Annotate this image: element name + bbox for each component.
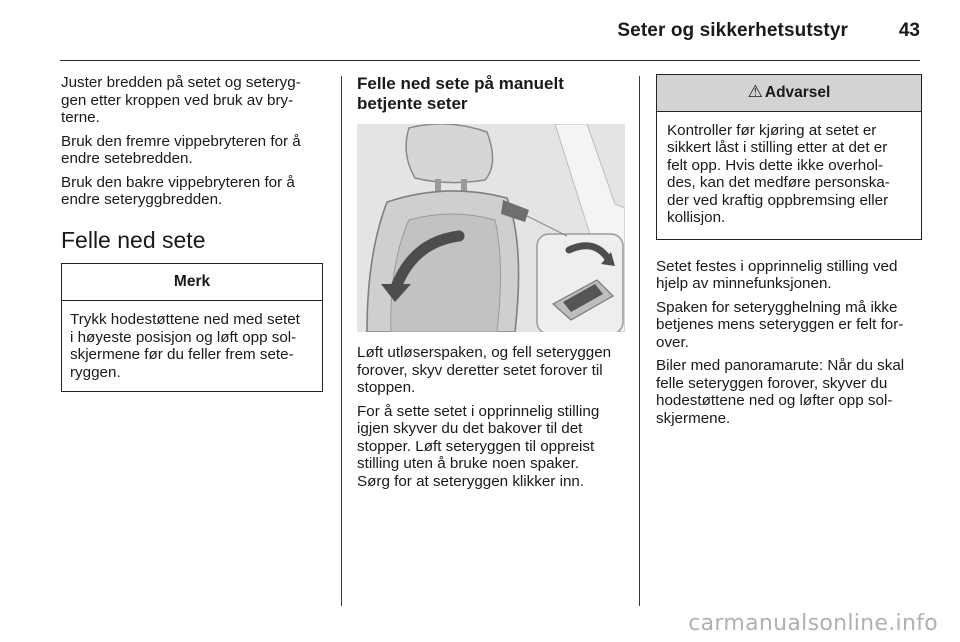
paragraph-recline-lever: Spaken for seterygghelning må ikke betjenes mens seteryggen er felt for- over. [656, 298, 904, 351]
column-middle [357, 74, 625, 496]
note-box [61, 263, 323, 393]
paragraph-adjust-width: Juster bredden på setet og seteryg- gen etter kroppen ved bruk av bry- terne. [61, 74, 301, 126]
page-number: 43 [898, 20, 920, 41]
seat-fold-drawing [357, 124, 625, 332]
section-heading-fold-seat: Felle ned sete [61, 226, 206, 253]
seat-illustration [357, 124, 625, 332]
subheading-manual-seats: Felle ned sete på manuelt betjente seter [357, 74, 564, 113]
column-right [656, 74, 922, 433]
paragraph-release-lever: Løft utløserspaken, og fell seteryggen forover, skyv deretter setet forover til stoppen. [357, 344, 612, 396]
column-divider-right [639, 76, 640, 606]
paragraph-rear-switch: Bruk den bakre vippebryteren for å endre seteryggbredden. [61, 173, 295, 208]
note-title: Merk [62, 264, 322, 302]
warning-box [656, 74, 922, 240]
warning-header [657, 75, 921, 112]
paragraph-memory-function: Setet festes i opprinnelig stilling ved hjelp av minnefunksjonen. [656, 257, 898, 292]
section-title: Seter og sikkerhetsutstyr [617, 20, 848, 41]
watermark: carmanualsonline.info [688, 611, 938, 636]
page-header [60, 0, 920, 61]
paragraph-return-seat: For å sette setet i opprinnelig stilling igjen skyver du det bakover til det stopper. Løft seteryggen til oppreist stilling uten å bruke noen spaker. Sørg for at seteryggen klikker inn. [357, 402, 600, 490]
warning-body: Kontroller før kjøring at setet er sikkert låst i stilling etter at det er felt opp. Hvis dette ikke overhol- des, kan det medføre personska- der ved kraftig oppbremsing eller kollisjon. [667, 121, 890, 226]
note-body: Trykk hodestøttene ned med setet i høyeste posisjon og løft opp sol- skjermene før du feller frem sete- ryggen. [70, 311, 300, 381]
warning-title: Advarsel [764, 84, 831, 101]
paragraph-front-switch: Bruk den fremre vippebryteren for å endre setebredden. [61, 132, 301, 167]
warning-triangle-icon: ⚠ [747, 82, 763, 101]
column-left [61, 74, 323, 392]
paragraph-panorama-roof: Biler med panoramarute: Når du skal felle seteryggen forover, skyver du hodestøttene ned og løfter opp sol- skjermene. [656, 357, 905, 427]
column-divider-left [341, 76, 342, 606]
